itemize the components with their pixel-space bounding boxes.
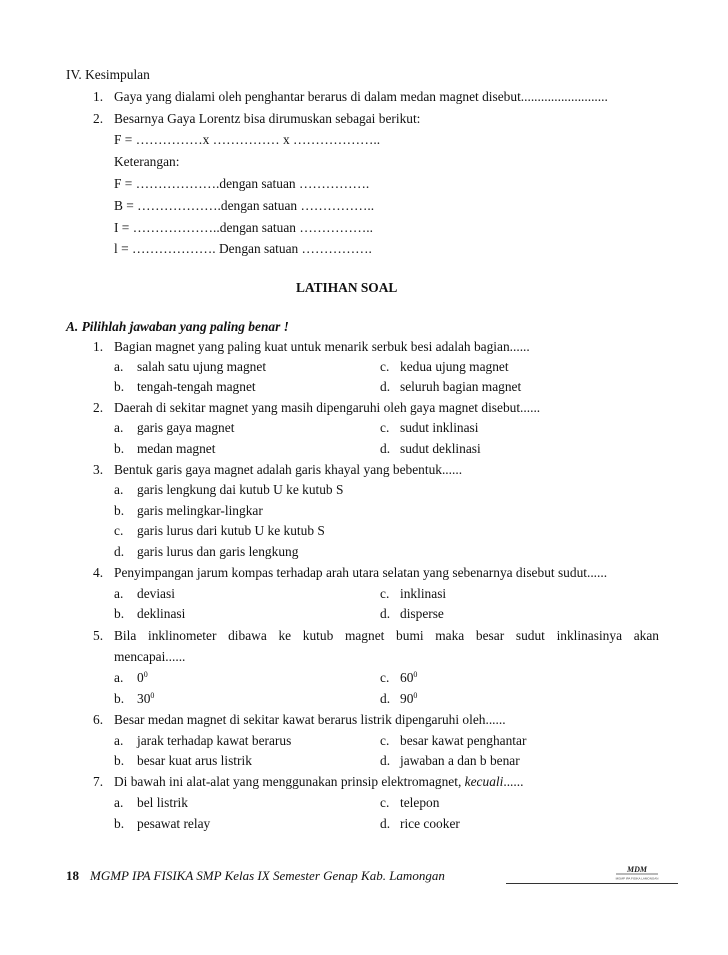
option-label: a. [114, 420, 124, 435]
option-label: b. [114, 691, 125, 706]
kesimpulan-item-1-number: 1. [93, 89, 104, 104]
footer-rule [506, 883, 678, 884]
option-text: sudut deklinasi [400, 441, 481, 456]
option-label: a. [114, 359, 124, 374]
option-label: d. [380, 816, 391, 831]
degree-superscript: 0 [413, 691, 418, 700]
option-text: disperse [400, 606, 444, 621]
question-word: kutub [302, 628, 334, 643]
question-word: dibawa [228, 628, 267, 643]
option-label: d. [114, 544, 125, 559]
option-text: salah satu ujung magnet [137, 359, 267, 374]
question-number: 7. [93, 774, 104, 789]
question-text [114, 773, 523, 791]
option-text: pesawat relay [137, 816, 211, 831]
option-text: jarak terhadap kawat berarus [137, 733, 292, 748]
keterangan-label: Keterangan: [114, 154, 180, 169]
option-text: bel listrik [137, 795, 188, 810]
option-label: c. [380, 359, 390, 374]
lorentz-formula: F = ……………x …………… x ……………….. [114, 132, 381, 147]
option-value: 90 [400, 691, 414, 706]
latihan-soal-title: LATIHAN SOAL [296, 280, 398, 295]
option-text: sudut inklinasi [400, 420, 479, 435]
degree-superscript: 0 [143, 670, 148, 679]
question-text-emphasis: kecuali [464, 774, 504, 789]
question-word: akan [633, 628, 659, 643]
question-word: besar [475, 628, 505, 643]
question-number: 2. [93, 400, 104, 415]
option-text [400, 669, 417, 687]
option-text: medan magnet [137, 441, 216, 456]
question-number: 4. [93, 565, 104, 580]
option-text: deviasi [137, 586, 175, 601]
question-word: sudut [515, 628, 545, 643]
kesimpulan-item-2-text: Besarnya Gaya Lorentz bisa dirumuskan sebagai berikut: [114, 111, 421, 126]
option-text: garis melingkar-lingkar [137, 503, 263, 518]
option-text: garis lurus dari kutub U ke kutub S [137, 523, 325, 538]
option-label: d. [380, 379, 391, 394]
page-number: 18 [66, 868, 79, 883]
question-word: inklinasinya [556, 628, 623, 643]
option-label: c. [114, 523, 124, 538]
option-label: b. [114, 441, 125, 456]
question-text [114, 627, 659, 645]
question-text-continued: mencapai...... [114, 649, 186, 664]
question-number: 3. [93, 462, 104, 477]
kesimpulan-item-2-number: 2. [93, 111, 104, 126]
option-label: b. [114, 379, 125, 394]
degree-superscript: 0 [413, 670, 418, 679]
svg-text:MGMP IPA FISIKA LAMONGAN: MGMP IPA FISIKA LAMONGAN [615, 876, 659, 881]
keterangan-line-f: F = ……………….dengan satuan ……………. [114, 176, 370, 191]
option-label: b. [114, 503, 125, 518]
option-label: a. [114, 795, 124, 810]
option-label: c. [380, 795, 390, 810]
option-label: c. [380, 733, 390, 748]
option-text: garis gaya magnet [137, 420, 235, 435]
option-label: d. [380, 606, 391, 621]
option-label: a. [114, 733, 124, 748]
question-word: Bila [114, 628, 137, 643]
option-value: 0 [137, 670, 144, 685]
option-text: telepon [400, 795, 440, 810]
question-word: magnet [344, 628, 385, 643]
question-word: ke [278, 628, 292, 643]
option-text: tengah-tengah magnet [137, 379, 256, 394]
option-text: rice cooker [400, 816, 460, 831]
question-word: bumi [396, 628, 424, 643]
option-label: d. [380, 753, 391, 768]
option-text: garis lurus dan garis lengkung [137, 544, 299, 559]
option-label: c. [380, 420, 390, 435]
option-value: 60 [400, 670, 414, 685]
question-text-main: Di bawah ini alat-alat yang menggunakan prinsip elektromagnet, [114, 774, 462, 789]
question-number: 5. [93, 628, 104, 643]
option-label: b. [114, 606, 125, 621]
page-footer [66, 868, 666, 888]
option-text: kedua ujung magnet [400, 359, 509, 374]
question-text: Besar medan magnet di sekitar kawat berarus listrik dipengaruhi oleh...... [114, 712, 506, 727]
option-text: garis lengkung dai kutub U ke kutub S [137, 482, 344, 497]
option-label: b. [114, 753, 125, 768]
degree-superscript: 0 [150, 691, 155, 700]
option-label: d. [380, 691, 391, 706]
option-text: besar kawat penghantar [400, 733, 527, 748]
option-text: seluruh bagian magnet [400, 379, 522, 394]
question-text: Daerah di sekitar magnet yang masih dipengaruhi oleh gaya magnet disebut...... [114, 400, 541, 415]
svg-text:MDM: MDM [626, 865, 648, 874]
kesimpulan-heading: IV. Kesimpulan [66, 67, 150, 82]
option-label: a. [114, 586, 124, 601]
option-text: deklinasi [137, 606, 186, 621]
option-label: c. [380, 586, 390, 601]
option-label: b. [114, 816, 125, 831]
footer-text: MGMP IPA FISIKA SMP Kelas IX Semester Genap Kab. Lamongan [90, 868, 445, 883]
option-text [137, 690, 154, 708]
question-text: Penyimpangan jarum kompas terhadap arah utara selatan yang sebenarnya disebut sudut...... [114, 565, 608, 580]
mgmp-logo-icon [614, 864, 660, 882]
question-number: 6. [93, 712, 104, 727]
question-text: Bentuk garis gaya magnet adalah garis khayal yang bebentuk...... [114, 462, 463, 477]
option-text [400, 690, 417, 708]
question-text-ellipsis: ...... [503, 774, 524, 789]
keterangan-line-b: B = ……………….dengan satuan …………….. [114, 198, 375, 213]
option-text [137, 669, 148, 687]
option-text: inklinasi [400, 586, 447, 601]
keterangan-line-i: I = ………………..dengan satuan …………….. [114, 220, 373, 235]
question-text: Bagian magnet yang paling kuat untuk menarik serbuk besi adalah bagian...... [114, 339, 530, 354]
option-label: a. [114, 670, 124, 685]
option-label: d. [380, 441, 391, 456]
question-number: 1. [93, 339, 104, 354]
keterangan-line-l: l = ………………. Dengan satuan ……………. [114, 241, 372, 256]
option-text: jawaban a dan b benar [400, 753, 520, 768]
question-word: maka [435, 628, 465, 643]
kesimpulan-item-1-text: Gaya yang dialami oleh penghantar berarus di dalam medan magnet disebut.......................... [114, 89, 608, 104]
option-text: besar kuat arus listrik [137, 753, 252, 768]
question-word: inklinometer [148, 628, 217, 643]
option-value: 30 [137, 691, 151, 706]
option-label: c. [380, 670, 390, 685]
option-label: a. [114, 482, 124, 497]
section-a-instruction: A. Pilihlah jawaban yang paling benar ! [66, 319, 289, 334]
